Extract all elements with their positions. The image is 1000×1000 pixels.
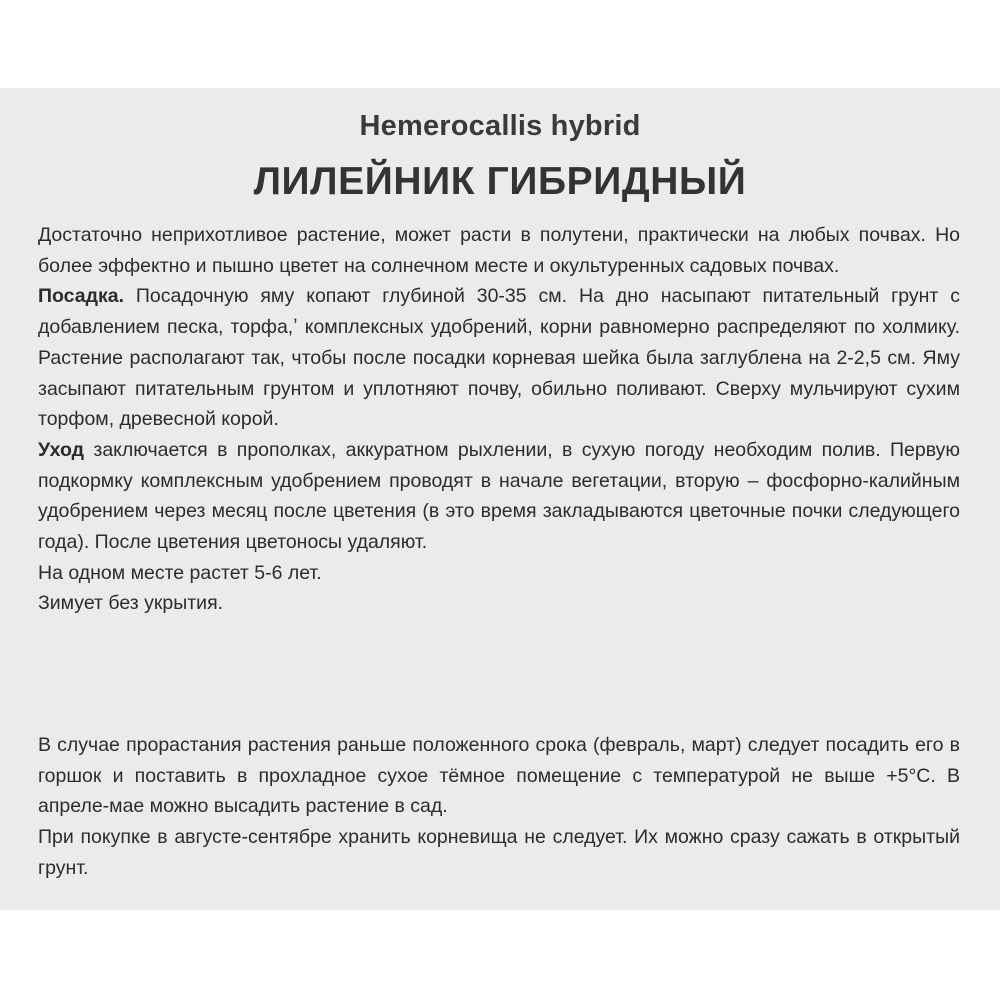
planting-text: Посадочную яму копают глубиной 30-35 см. На дно насыпают питательный грунт с добавлением песка, торфа,ʼ комплексных удобрений, корни равномерно распределяют по холмику. Растение располагают так, чтобы после посадки корневая шейка была заглублена на 2-2,5 см. Яму засыпают питательным грунтом и уплотняют почву, обильно поливают. Сверху мульчируют сухим торфом, древесной корой. bbox=[38, 285, 960, 431]
description-block bbox=[38, 220, 960, 619]
care-heading: Уход bbox=[38, 438, 85, 461]
latin-name: Hemerocallis hybrid bbox=[359, 110, 641, 142]
planting-paragraph bbox=[38, 281, 960, 435]
seed-packet-label bbox=[0, 88, 1000, 910]
care-paragraph bbox=[38, 435, 960, 558]
winter-line: Зимует без укрытия. bbox=[38, 592, 224, 615]
intro-paragraph: Достаточно неприхотливое растение, может расти в полутени, практически на любых почвах. Но более эффектно и пышно цветет на солнечном месте и окультуренных садовых почвах. bbox=[38, 224, 960, 277]
lifespan-line: На одном месте растет 5-6 лет. bbox=[38, 561, 322, 584]
storage-note-block bbox=[38, 730, 960, 884]
care-text: заключается в прополках, аккуратном рыхлении, в сухую погоду необходим полив. Первую подкормку комплексным удобрением проводят в начале вегетации, вторую – фосфорно-калийным удобрением через месяц после цветения (в это время закладываются цветочные почки следующего года). После цветения цветоносы удаляют. bbox=[38, 438, 960, 554]
russian-name: ЛИЛЕЙНИК ГИБРИДНЫЙ bbox=[253, 160, 747, 203]
purchase-note: При покупке в августе-сентябре хранить корневища не следует. Их можно сразу сажать в открытый грунт. bbox=[38, 826, 960, 879]
early-sprouting-note: В случае прорастания растения раньше положенного срока (февраль, март) следует посадить его в горшок и поставить в прохладное сухое тёмное помещение с температурой не выше +5°С. В апреле-мае можно высадить растение в сад. bbox=[38, 734, 960, 818]
planting-heading: Посадка. bbox=[38, 285, 124, 308]
